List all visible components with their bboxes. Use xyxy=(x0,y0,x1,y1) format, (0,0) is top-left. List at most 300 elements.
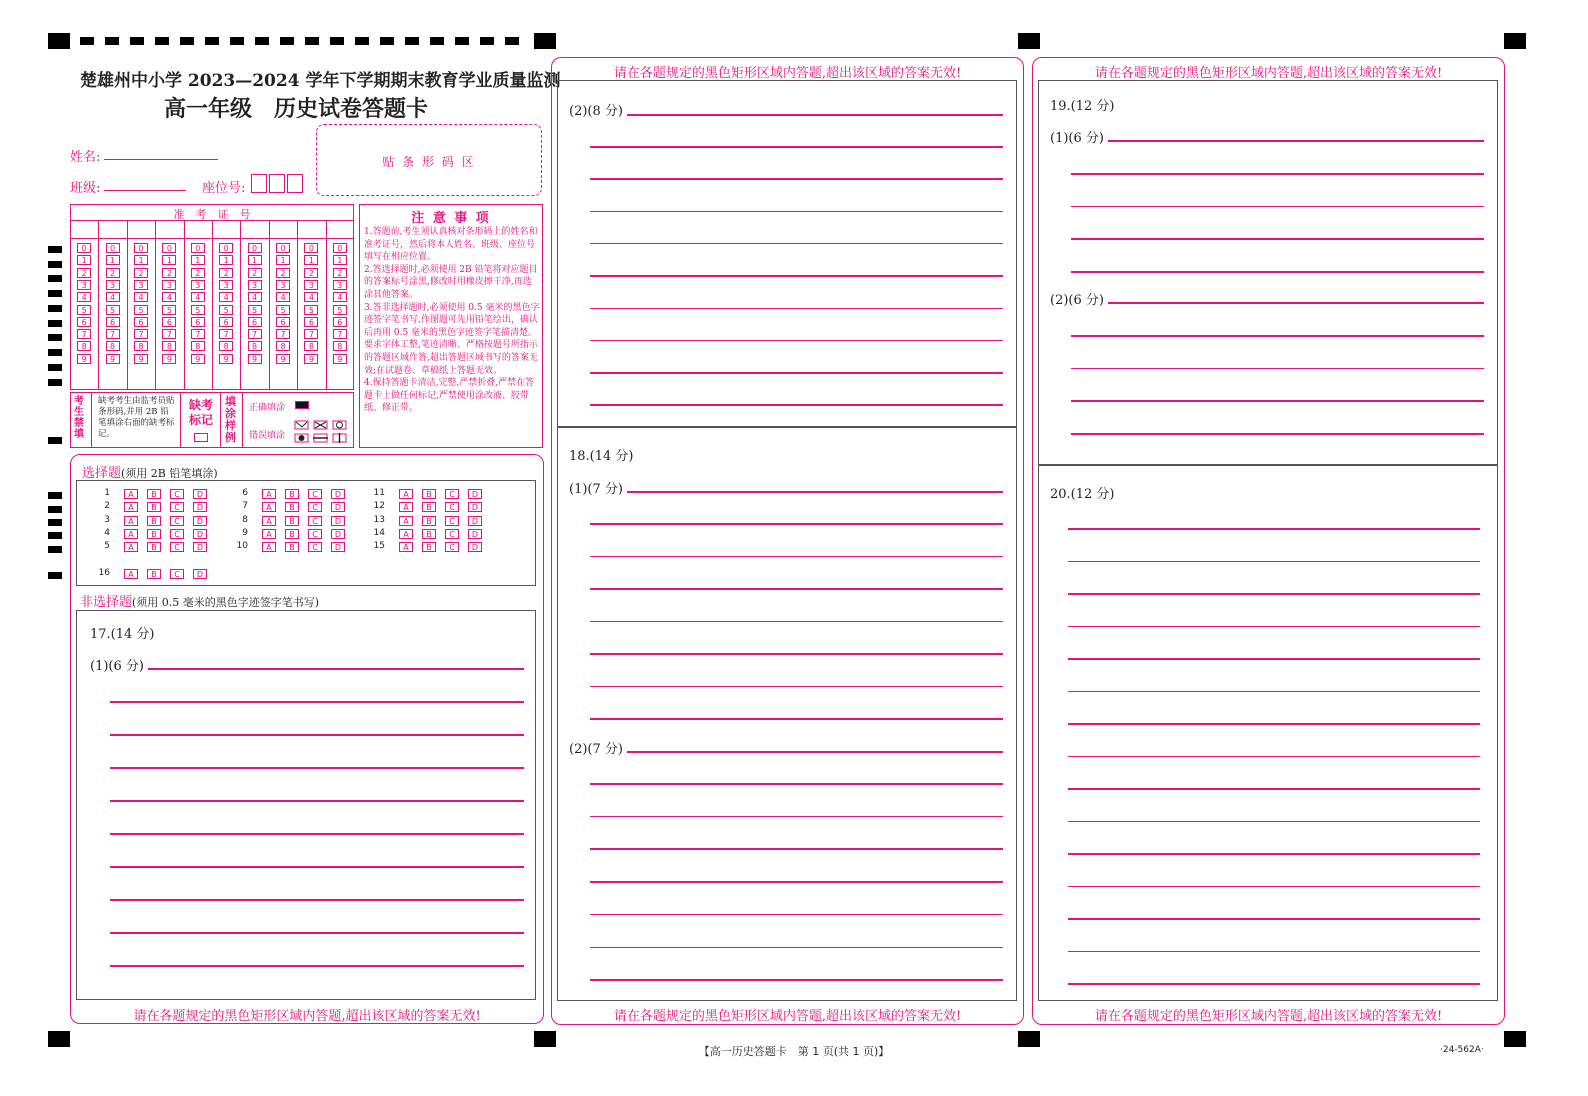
choice-option-bubble[interactable]: A xyxy=(124,542,138,552)
absent-instruction: 缺考考生由监考员贴条形码,并用 2B 铅笔填涂右面的缺考标记。 xyxy=(98,396,175,439)
exam-digit-bubble[interactable]: 0 xyxy=(77,243,91,253)
warning-col3-bottom: 请在各题规定的黑色矩形区域内答题,超出该区域的答案无效! xyxy=(1094,1009,1443,1024)
choice-option-bubble[interactable]: A xyxy=(262,502,276,512)
timing-dash xyxy=(505,37,519,45)
answer-line[interactable] xyxy=(110,899,524,901)
choice-option-bubble[interactable]: C xyxy=(308,489,322,499)
answer-line[interactable] xyxy=(110,965,524,967)
exam-digit-bubble[interactable]: 3 xyxy=(134,280,148,290)
exam-digit-bubble[interactable]: 7 xyxy=(162,329,176,339)
exam-digit-bubble[interactable]: 3 xyxy=(333,280,347,290)
exam-digit-bubble[interactable]: 1 xyxy=(191,255,205,265)
choice-option-bubble[interactable]: C xyxy=(170,542,184,552)
exam-digit-bubble[interactable]: 8 xyxy=(276,341,290,351)
answer-line[interactable] xyxy=(590,556,1003,558)
choice-option-bubble[interactable]: B xyxy=(422,489,436,499)
answer-line[interactable] xyxy=(590,718,1003,720)
choice-box xyxy=(76,480,536,586)
choice-option-bubble[interactable]: A xyxy=(124,569,138,579)
exam-column-divider xyxy=(212,220,213,390)
exam-digit-bubble[interactable]: 6 xyxy=(248,317,262,327)
timing-dash xyxy=(230,37,244,45)
choice-option-bubble[interactable]: C xyxy=(170,502,184,512)
choice-option-bubble[interactable]: B xyxy=(285,516,299,526)
q17-part1-first-line[interactable] xyxy=(148,668,524,670)
corner-marker xyxy=(48,33,70,49)
choice-option-bubble[interactable]: A xyxy=(399,502,413,512)
exam-digit-bubble[interactable]: 1 xyxy=(134,255,148,265)
exam-digit-bubble[interactable]: 3 xyxy=(106,280,120,290)
timing-dash xyxy=(255,37,269,45)
exam-digit-bubble[interactable]: 6 xyxy=(191,317,205,327)
exam-digit-bubble[interactable]: 8 xyxy=(191,341,205,351)
answer-line[interactable] xyxy=(590,243,1003,245)
answer-line[interactable] xyxy=(110,767,524,769)
exam-digit-bubble[interactable]: 4 xyxy=(134,292,148,302)
exam-digit-bubble[interactable]: 6 xyxy=(276,317,290,327)
exam-digit-bubble[interactable]: 9 xyxy=(134,354,148,364)
exam-digit-bubble[interactable]: 4 xyxy=(106,292,120,302)
exam-digit-bubble[interactable]: 9 xyxy=(276,354,290,364)
choice-option-bubble[interactable]: C xyxy=(170,489,184,499)
exam-digit-bubble[interactable]: 0 xyxy=(248,243,262,253)
notice-items xyxy=(364,226,540,415)
choice-question-number: 3 xyxy=(104,515,110,525)
exam-digit-bubble[interactable]: 2 xyxy=(77,268,91,278)
exam-digit-bubble[interactable]: 6 xyxy=(134,317,148,327)
notice-item-4: 4.保持答题卡清洁,完整,严禁折叠,严禁在答题卡上做任何标记,严禁使用涂改液、胶带纸、修正带。 xyxy=(364,378,535,414)
answer-line[interactable] xyxy=(590,308,1003,310)
choice-option-bubble[interactable]: A xyxy=(124,529,138,539)
choice-option-bubble[interactable]: C xyxy=(170,569,184,579)
answer-line[interactable] xyxy=(1068,821,1480,823)
exam-digit-bubble[interactable]: 1 xyxy=(304,255,318,265)
absent-divider-3 xyxy=(220,392,221,448)
answer-line[interactable] xyxy=(1068,626,1480,628)
choice-option-bubble[interactable]: B xyxy=(147,529,161,539)
exam-digit-bubble[interactable]: 3 xyxy=(219,280,233,290)
timing-mark xyxy=(48,437,62,444)
choice-option-bubble[interactable]: D xyxy=(468,516,482,526)
correct-fill-sample xyxy=(295,401,309,409)
choice-question-number: 14 xyxy=(373,528,385,538)
exam-digit-bubble[interactable]: 8 xyxy=(162,341,176,351)
exam-digit-bubble[interactable]: 8 xyxy=(333,341,347,351)
choice-title: 选择题 xyxy=(82,466,122,481)
choice-option-bubble[interactable]: C xyxy=(308,529,322,539)
timing-mark xyxy=(48,492,62,499)
answer-line[interactable] xyxy=(1068,756,1480,758)
exam-digit-bubble[interactable]: 5 xyxy=(304,305,318,315)
choice-option-bubble[interactable]: D xyxy=(193,516,207,526)
answer-line[interactable] xyxy=(110,932,524,934)
answer-line[interactable] xyxy=(1068,593,1480,595)
choice-option-bubble[interactable]: B xyxy=(147,489,161,499)
choice-question-number: 12 xyxy=(373,501,385,511)
exam-column-divider xyxy=(240,220,241,390)
choice-option-bubble[interactable]: B xyxy=(285,502,299,512)
choice-option-bubble[interactable]: A xyxy=(262,489,276,499)
warning-col1-bottom: 请在各题规定的黑色矩形区域内答题,超出该区域的答案无效! xyxy=(133,1009,481,1024)
absent-divider-4 xyxy=(242,392,243,448)
exam-digit-bubble[interactable]: 6 xyxy=(333,317,347,327)
exam-digit-bubble[interactable]: 5 xyxy=(219,305,233,315)
exam-digit-bubble[interactable]: 9 xyxy=(191,354,205,364)
choice-option-bubble[interactable]: D xyxy=(193,542,207,552)
answer-line[interactable] xyxy=(1068,853,1480,855)
exam-digit-bubble[interactable]: 2 xyxy=(219,268,233,278)
warning-col2-top: 请在各题规定的黑色矩形区域内答题,超出该区域的答案无效! xyxy=(613,66,962,81)
choice-question-number: 16 xyxy=(98,568,110,578)
answer-line[interactable] xyxy=(110,833,524,835)
answer-line[interactable] xyxy=(1071,335,1484,337)
choice-option-bubble[interactable]: C xyxy=(445,489,459,499)
choice-option-bubble[interactable]: A xyxy=(399,529,413,539)
choice-option-bubble[interactable]: B xyxy=(147,569,161,579)
q19-part1-first-line[interactable] xyxy=(1108,140,1484,142)
q18-title: 18.(14 分) xyxy=(569,449,634,464)
choice-question-number: 1 xyxy=(104,488,110,498)
answer-line[interactable] xyxy=(590,621,1003,623)
choice-option-bubble[interactable]: D xyxy=(193,569,207,579)
exam-digit-bubble[interactable]: 1 xyxy=(162,255,176,265)
answer-line[interactable] xyxy=(1068,886,1480,888)
exam-digit-bubble[interactable]: 2 xyxy=(248,268,262,278)
exam-digit-bubble[interactable]: 9 xyxy=(304,354,318,364)
nonchoice-hint: (须用 0.5 毫米的黑色字迹签字笔书写) xyxy=(132,596,320,609)
exam-digit-bubble[interactable]: 4 xyxy=(191,292,205,302)
answer-line[interactable] xyxy=(1068,658,1480,660)
choice-option-bubble[interactable]: B xyxy=(422,529,436,539)
answer-line[interactable] xyxy=(590,848,1003,850)
exam-digit-bubble[interactable]: 2 xyxy=(191,268,205,278)
exam-digit-bubble[interactable]: 8 xyxy=(134,341,148,351)
exam-digit-bubble[interactable]: 7 xyxy=(304,329,318,339)
answer-line[interactable] xyxy=(1068,691,1480,693)
timing-dash xyxy=(480,37,494,45)
answer-line[interactable] xyxy=(1068,918,1480,920)
exam-digit-bubble[interactable]: 2 xyxy=(333,268,347,278)
exam-digit-bubble[interactable]: 4 xyxy=(219,292,233,302)
choice-option-bubble[interactable]: A xyxy=(399,542,413,552)
answer-line[interactable] xyxy=(590,211,1003,213)
exam-digit-bubble[interactable]: 6 xyxy=(162,317,176,327)
answer-line[interactable] xyxy=(1071,238,1484,240)
choice-option-bubble[interactable]: C xyxy=(445,529,459,539)
choice-option-bubble[interactable]: B xyxy=(285,489,299,499)
corner-marker xyxy=(1504,33,1526,49)
timing-mark xyxy=(48,364,62,371)
choice-option-bubble[interactable]: C xyxy=(170,516,184,526)
choice-option-bubble[interactable]: B xyxy=(147,502,161,512)
q19-title: 19.(12 分) xyxy=(1050,99,1115,114)
absent-mark-bubble[interactable] xyxy=(194,433,208,442)
exam-digit-bubble[interactable]: 1 xyxy=(333,255,347,265)
answer-line[interactable] xyxy=(1071,206,1484,208)
exam-digit-bubble[interactable]: 8 xyxy=(248,341,262,351)
timing-mark xyxy=(48,546,62,553)
exam-digit-bubble[interactable]: 4 xyxy=(162,292,176,302)
exam-digit-bubble[interactable]: 8 xyxy=(219,341,233,351)
exam-digit-bubble[interactable]: 4 xyxy=(333,292,347,302)
name-label: 姓名: xyxy=(70,150,101,165)
answer-line[interactable] xyxy=(1071,400,1484,402)
exam-digit-bubble[interactable]: 3 xyxy=(162,280,176,290)
choice-question-number: 5 xyxy=(104,541,110,551)
exam-digit-bubble[interactable]: 7 xyxy=(276,329,290,339)
choice-option-bubble[interactable]: A xyxy=(124,502,138,512)
answer-line[interactable] xyxy=(590,340,1003,342)
exam-digit-bubble[interactable]: 1 xyxy=(276,255,290,265)
choice-option-bubble[interactable]: D xyxy=(468,529,482,539)
exam-digit-bubble[interactable]: 2 xyxy=(106,268,120,278)
exam-digit-bubble[interactable]: 2 xyxy=(134,268,148,278)
school-title: 楚雄州中小学 2023—2024 学年下学期期末教育学业质量监测 xyxy=(80,71,561,91)
exam-column-divider xyxy=(127,220,128,390)
exam-digit-bubble[interactable]: 0 xyxy=(276,243,290,253)
answer-line[interactable] xyxy=(590,404,1003,406)
exam-digit-bubble[interactable]: 5 xyxy=(106,305,120,315)
choice-option-bubble[interactable]: A xyxy=(262,542,276,552)
q17-part1-label: (1)(6 分) xyxy=(90,659,144,674)
choice-question-number: 15 xyxy=(373,541,385,551)
choice-header xyxy=(82,462,218,481)
choice-option-bubble[interactable]: D xyxy=(331,542,345,552)
exam-digit-bubble[interactable]: 1 xyxy=(219,255,233,265)
choice-option-bubble[interactable]: A xyxy=(399,516,413,526)
choice-option-bubble[interactable]: B xyxy=(147,542,161,552)
exam-digit-bubble[interactable]: 1 xyxy=(77,255,91,265)
choice-option-bubble[interactable]: D xyxy=(468,542,482,552)
exam-column-divider xyxy=(326,220,327,390)
choice-option-bubble[interactable]: A xyxy=(124,516,138,526)
choice-option-bubble[interactable]: C xyxy=(170,529,184,539)
exam-digit-bubble[interactable]: 3 xyxy=(77,280,91,290)
notice-item-2: 2.答选择题时,必须使用 2B 铅笔将对应题目的答案标号涂黑,修改时用橡皮擦干净,再选涂其他答案。 xyxy=(364,264,538,300)
exam-digit-bubble[interactable]: 7 xyxy=(248,329,262,339)
exam-digit-bubble[interactable]: 5 xyxy=(77,305,91,315)
exam-digit-bubble[interactable]: 3 xyxy=(276,280,290,290)
choice-option-bubble[interactable]: C xyxy=(308,542,322,552)
footer-code: ·24-562A· xyxy=(1440,1045,1484,1055)
answer-line[interactable] xyxy=(1068,983,1480,985)
choice-option-bubble[interactable]: C xyxy=(308,502,322,512)
choice-option-bubble[interactable]: B xyxy=(422,502,436,512)
exam-digit-bubble[interactable]: 0 xyxy=(304,243,318,253)
exam-digit-bubble[interactable]: 7 xyxy=(77,329,91,339)
choice-option-bubble[interactable]: D xyxy=(193,502,207,512)
exam-digit-bubble[interactable]: 8 xyxy=(106,341,120,351)
q17-continued-box[interactable] xyxy=(557,80,1017,427)
choice-question-number: 4 xyxy=(104,528,110,538)
choice-option-bubble[interactable]: B xyxy=(422,542,436,552)
q18-part1-first-line[interactable] xyxy=(627,491,1003,493)
choice-option-bubble[interactable]: B xyxy=(285,542,299,552)
choice-question-number: 11 xyxy=(373,488,385,498)
answer-line[interactable] xyxy=(590,523,1003,525)
answer-line[interactable] xyxy=(590,881,1003,883)
warning-col3-top: 请在各题规定的黑色矩形区域内答题,超出该区域的答案无效! xyxy=(1094,66,1443,81)
exam-digit-bubble[interactable]: 9 xyxy=(77,354,91,364)
seat-box-2[interactable] xyxy=(269,174,285,193)
wrong-fill-label: 错误填涂 xyxy=(249,431,286,441)
exam-digit-bubble[interactable]: 0 xyxy=(219,243,233,253)
answer-line[interactable] xyxy=(1068,951,1480,953)
answer-line[interactable] xyxy=(110,866,524,868)
exam-digit-bubble[interactable]: 4 xyxy=(77,292,91,302)
exam-digit-bubble[interactable]: 4 xyxy=(276,292,290,302)
exam-digit-bubble[interactable]: 7 xyxy=(191,329,205,339)
exam-digit-bubble[interactable]: 5 xyxy=(191,305,205,315)
exam-digit-bubble[interactable]: 0 xyxy=(162,243,176,253)
notice-title: 注 意 事 项 xyxy=(411,211,491,226)
answer-line[interactable] xyxy=(1068,528,1480,530)
answer-line[interactable] xyxy=(110,800,524,802)
answer-line[interactable] xyxy=(1071,271,1484,273)
choice-option-bubble[interactable]: C xyxy=(445,542,459,552)
q17-part2-first-line[interactable] xyxy=(627,114,1003,116)
exam-digit-bubble[interactable]: 4 xyxy=(248,292,262,302)
q19-part2-first-line[interactable] xyxy=(1108,302,1484,304)
choice-hint: (须用 2B 铅笔填涂) xyxy=(121,467,218,480)
exam-digit-bubble[interactable]: 5 xyxy=(248,305,262,315)
exam-digit-bubble[interactable]: 5 xyxy=(162,305,176,315)
answer-line[interactable] xyxy=(1071,433,1484,435)
sample-label: 填涂样例 xyxy=(225,395,236,444)
choice-option-bubble[interactable]: D xyxy=(468,502,482,512)
timing-mark xyxy=(48,305,62,312)
choice-option-bubble[interactable]: B xyxy=(147,516,161,526)
class-field[interactable] xyxy=(104,190,186,191)
answer-line[interactable] xyxy=(590,816,1003,818)
seat-box-1[interactable] xyxy=(251,174,267,193)
exam-digit-bubble[interactable]: 0 xyxy=(333,243,347,253)
answer-line[interactable] xyxy=(590,178,1003,180)
exam-digit-bubble[interactable]: 9 xyxy=(248,354,262,364)
choice-option-bubble[interactable]: D xyxy=(331,489,345,499)
choice-question-number: 7 xyxy=(242,501,248,511)
exam-digit-bubble[interactable]: 0 xyxy=(134,243,148,253)
exam-digit-bubble[interactable]: 3 xyxy=(248,280,262,290)
seat-box-3[interactable] xyxy=(287,174,303,193)
timing-dash xyxy=(430,37,444,45)
answer-line[interactable] xyxy=(1071,173,1484,175)
exam-digit-bubble[interactable]: 6 xyxy=(219,317,233,327)
answer-line[interactable] xyxy=(590,275,1003,277)
exam-digit-bubble[interactable]: 4 xyxy=(304,292,318,302)
choice-question-number: 6 xyxy=(242,488,248,498)
answer-line[interactable] xyxy=(590,653,1003,655)
answer-line[interactable] xyxy=(110,701,524,703)
choice-option-bubble[interactable]: A xyxy=(262,516,276,526)
exam-column-divider xyxy=(155,220,156,390)
exam-digit-bubble[interactable]: 5 xyxy=(333,305,347,315)
choice-option-bubble[interactable]: C xyxy=(445,502,459,512)
answer-line[interactable] xyxy=(590,146,1003,148)
choice-option-bubble[interactable]: D xyxy=(331,529,345,539)
forbidden-label: 考生禁填 xyxy=(74,396,84,440)
choice-option-bubble[interactable]: B xyxy=(285,529,299,539)
exam-digit-bubble[interactable]: 7 xyxy=(134,329,148,339)
answer-line[interactable] xyxy=(590,686,1003,688)
choice-option-bubble[interactable]: B xyxy=(422,516,436,526)
answer-line[interactable] xyxy=(1068,723,1480,725)
timing-dash xyxy=(355,37,369,45)
answer-line[interactable] xyxy=(110,734,524,736)
exam-digit-bubble[interactable]: 0 xyxy=(106,243,120,253)
exam-digit-bubble[interactable]: 3 xyxy=(304,280,318,290)
choice-option-bubble[interactable]: D xyxy=(468,489,482,499)
answer-line[interactable] xyxy=(1068,561,1480,563)
choice-option-bubble[interactable]: D xyxy=(193,489,207,499)
timing-mark xyxy=(48,506,62,513)
answer-line[interactable] xyxy=(1071,368,1484,370)
exam-digit-bubble[interactable]: 0 xyxy=(191,243,205,253)
corner-marker xyxy=(534,33,556,49)
exam-digit-bubble[interactable]: 9 xyxy=(162,354,176,364)
exam-digit-bubble[interactable]: 9 xyxy=(219,354,233,364)
exam-digit-bubble[interactable]: 5 xyxy=(276,305,290,315)
warning-col2-bottom: 请在各题规定的黑色矩形区域内答题,超出该区域的答案无效! xyxy=(613,1009,962,1024)
notice-item-3: 3.答非选择题时,必须使用 0.5 毫米的黑色字迹签字笔书写,作图题可先用铅笔绘出，确认后再用 0.5 毫米的黑色字迹签字笔描清楚。要求字体工整,笔迹清晰。严格按题号所指示的答题区域作答,超出答题区域书写的答案无效;在试题卷、草稿纸上答题无效。 xyxy=(364,302,540,376)
answer-line[interactable] xyxy=(1068,788,1480,790)
exam-digit-bubble[interactable]: 2 xyxy=(304,268,318,278)
exam-digit-bubble[interactable]: 9 xyxy=(106,354,120,364)
exam-digit-bubble[interactable]: 7 xyxy=(219,329,233,339)
answer-line[interactable] xyxy=(590,914,1003,916)
exam-digit-bubble[interactable]: 2 xyxy=(162,268,176,278)
exam-digit-bubble[interactable]: 5 xyxy=(134,305,148,315)
choice-option-bubble[interactable]: D xyxy=(331,502,345,512)
exam-digit-bubble[interactable]: 8 xyxy=(77,341,91,351)
exam-digit-bubble[interactable]: 8 xyxy=(304,341,318,351)
timing-mark xyxy=(48,320,62,327)
choice-question-number: 2 xyxy=(104,501,110,511)
answer-line[interactable] xyxy=(590,588,1003,590)
exam-digit-bubble[interactable]: 6 xyxy=(77,317,91,327)
answer-line[interactable] xyxy=(590,947,1003,949)
choice-option-bubble[interactable]: D xyxy=(331,516,345,526)
exam-digit-bubble[interactable]: 6 xyxy=(304,317,318,327)
choice-option-bubble[interactable]: D xyxy=(193,529,207,539)
choice-option-bubble[interactable]: A xyxy=(124,489,138,499)
exam-digit-bubble[interactable]: 9 xyxy=(333,354,347,364)
q20-answer-box[interactable] xyxy=(1038,465,1498,1001)
exam-digit-bubble[interactable]: 2 xyxy=(276,268,290,278)
q18-part2-first-line[interactable] xyxy=(627,751,1003,753)
name-field[interactable] xyxy=(104,159,218,160)
timing-dash xyxy=(305,37,319,45)
answer-line[interactable] xyxy=(590,372,1003,374)
exam-digit-bubble[interactable]: 1 xyxy=(106,255,120,265)
choice-question-number: 13 xyxy=(373,515,385,525)
choice-option-bubble[interactable]: C xyxy=(445,516,459,526)
exam-digit-bubble[interactable]: 7 xyxy=(333,329,347,339)
choice-option-bubble[interactable]: A xyxy=(399,489,413,499)
exam-digit-bubble[interactable]: 6 xyxy=(106,317,120,327)
nonchoice-header xyxy=(80,591,319,610)
answer-line[interactable] xyxy=(590,979,1003,981)
exam-digit-bubble[interactable]: 1 xyxy=(248,255,262,265)
choice-option-bubble[interactable]: A xyxy=(262,529,276,539)
timing-dash xyxy=(130,37,144,45)
timing-dash xyxy=(280,37,294,45)
exam-digit-bubble[interactable]: 3 xyxy=(191,280,205,290)
choice-option-bubble[interactable]: C xyxy=(308,516,322,526)
answer-line[interactable] xyxy=(590,783,1003,785)
timing-dash xyxy=(205,37,219,45)
exam-digit-bubble[interactable]: 7 xyxy=(106,329,120,339)
